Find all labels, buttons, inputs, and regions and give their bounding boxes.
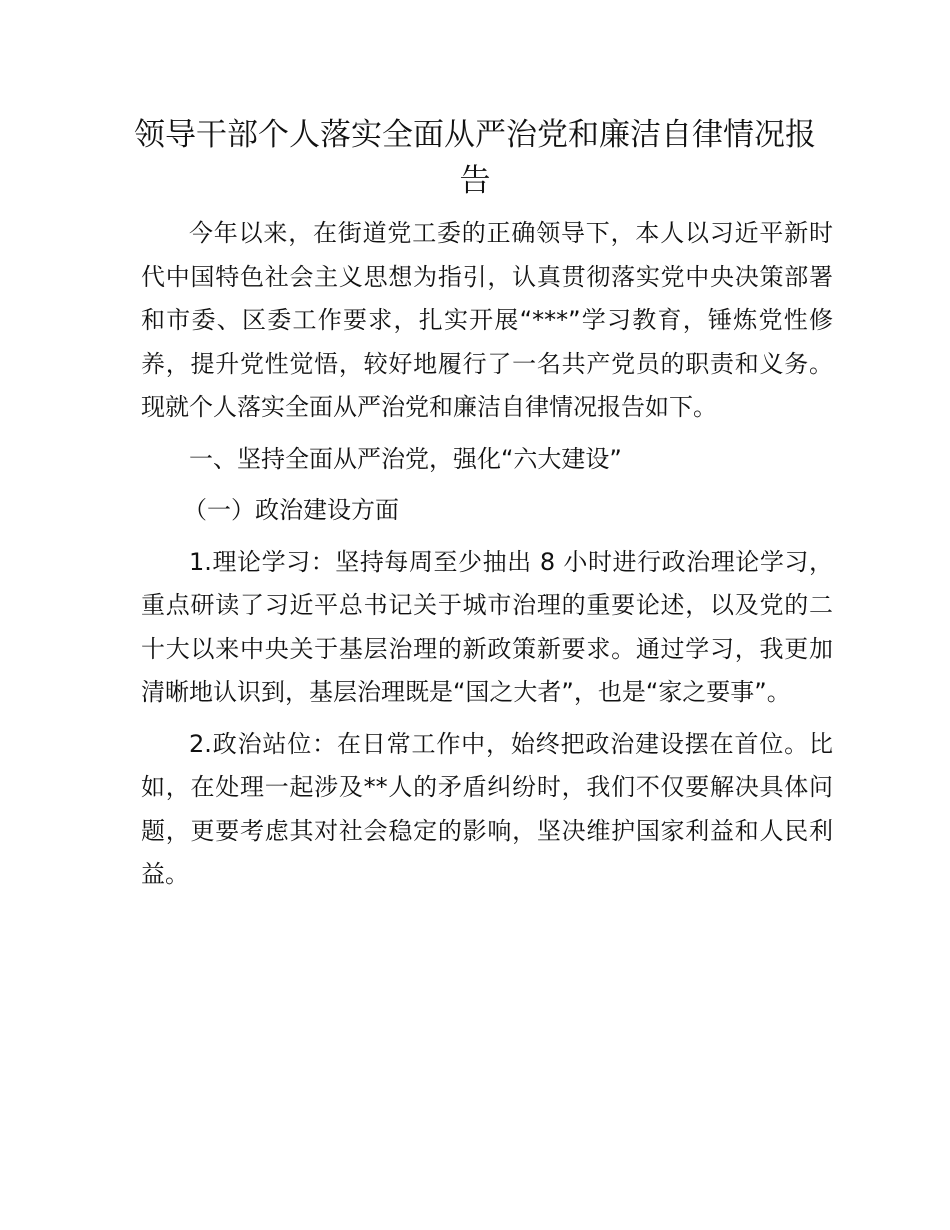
subsection-heading: （一）政治建设方面	[183, 496, 399, 524]
document-body	[141, 212, 833, 905]
section-heading: 一、坚持全面从严治党，强化“六大建设”	[189, 444, 622, 473]
item-paragraph-political-stance: 2.政治站位：在日常工作中，始终把政治建设摆在首位。比如，在处理一起涉及**人的矛盾纠纷时，我们不仅要解决具体问题，更要考虑其对社会稳定的影响，坚决维护国家利益和人民利益。	[141, 729, 833, 888]
item-paragraph-theory-study: 1.理论学习：坚持每周至少抽出 8 小时进行政治理论学习，重点研读了习近平总书记关于城市治理的重要论述，以及党的二十大以来中央关于基层治理的新政策新要求。通过学习，我更加清晰地认识到，基层治理既是“国之大者”，也是“家之要事”。	[141, 547, 833, 706]
intro-paragraph: 今年以来，在街道党工委的正确领导下，本人以习近平新时代中国特色社会主义思想为指引，认真贯彻落实党中央决策部署和市委、区委工作要求，扎实开展“***”学习教育，锤炼党性修养，提升党性觉悟，较好地履行了一名共产党员的职责和义务。现就个人落实全面从严治党和廉洁自律情况报告如下。	[141, 219, 833, 421]
document-title: 领导干部个人落实全面从严治党和廉洁自律情况报告	[134, 117, 816, 199]
